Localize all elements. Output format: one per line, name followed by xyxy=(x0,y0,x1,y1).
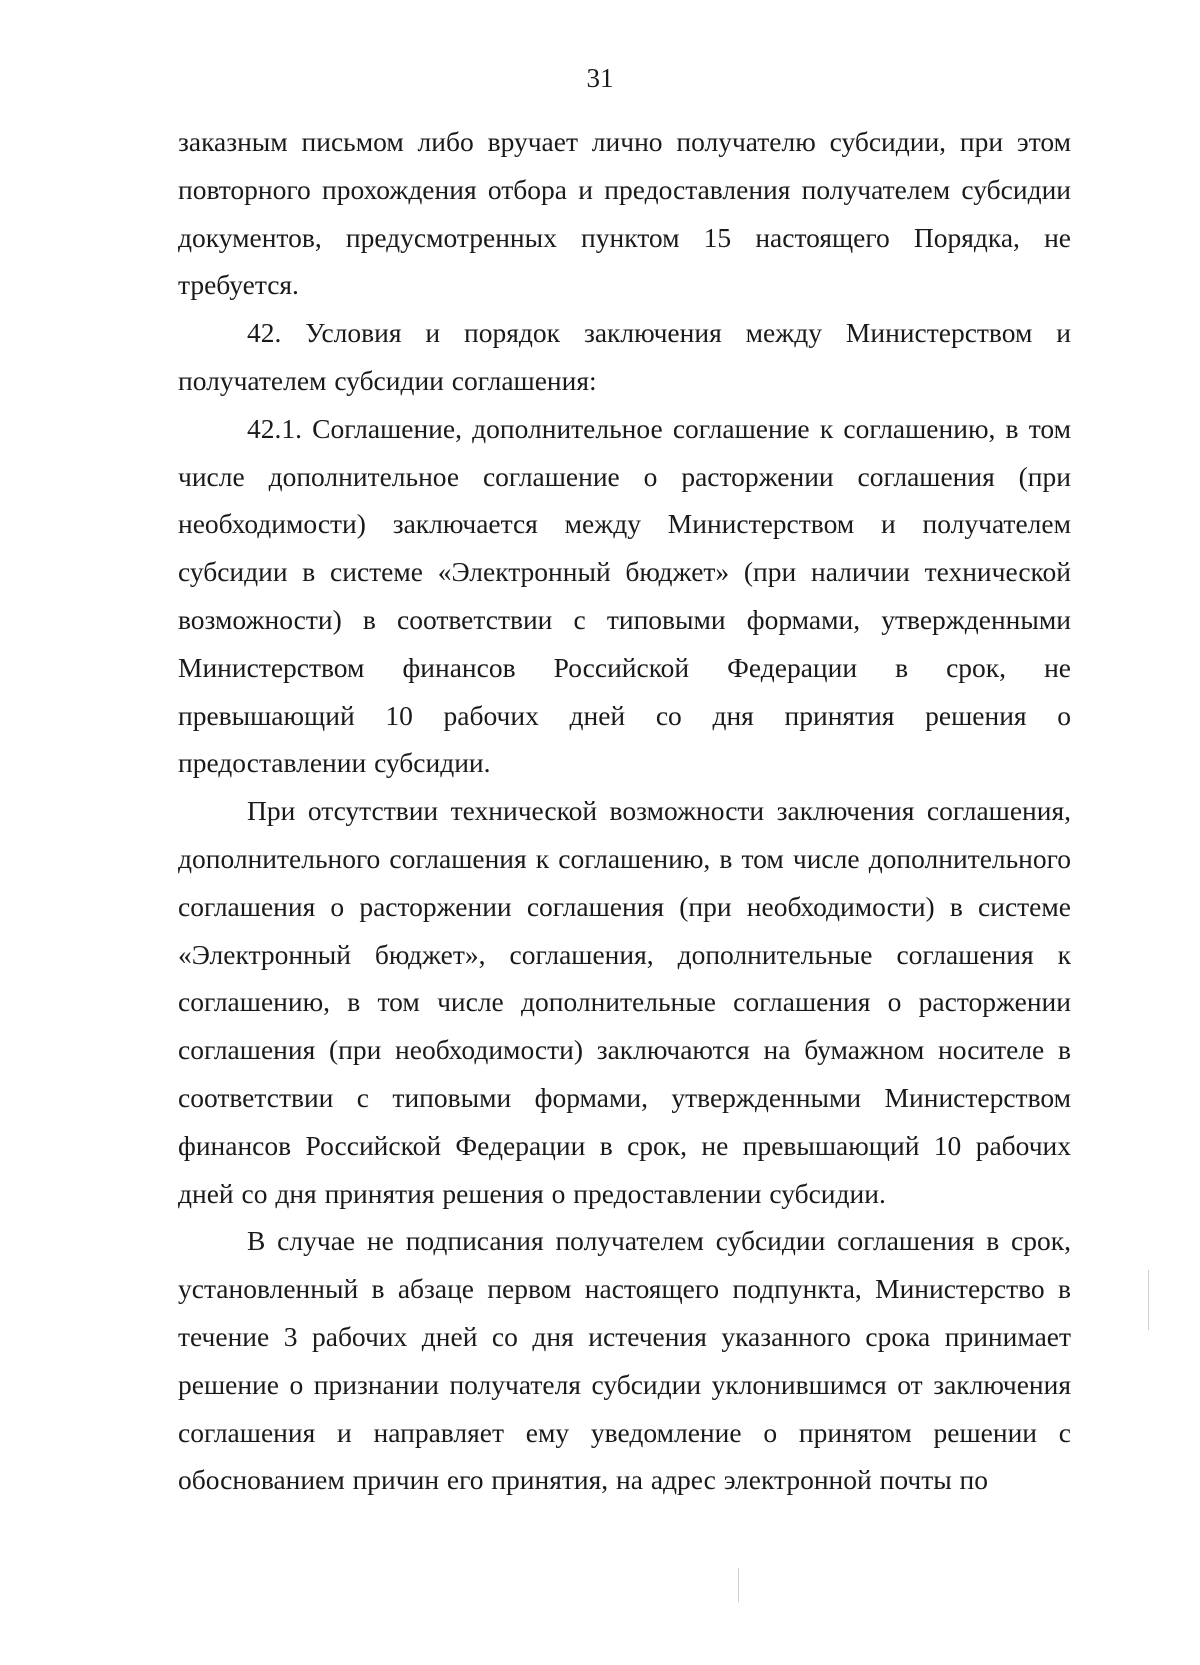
scan-edge-mark xyxy=(1148,1270,1149,1330)
document-body xyxy=(178,118,1071,1504)
page-number: 31 xyxy=(586,63,614,93)
scan-edge-mark xyxy=(738,1568,739,1602)
paragraph-no-technical-possibility: При отсутствии технической возможности заключения соглашения, дополнительного соглашения к соглашению, в том числе дополнительного соглашения о расторжении соглашения (при необходимости) в системе «Электронный бюджет», соглашения, дополнительные соглашения к соглашению, в том числе дополнительные соглашения о расторжении соглашения (при необходимости) заключаются на бумажном носителе в соответствии с типовыми формами, утвержденными Министерством финансов Российской Федерации в срок, не превышающий 10 рабочих дней со дня принятия решения о предоставлении субсидии. xyxy=(178,795,1071,1209)
paragraph-continuation: заказным письмом либо вручает лично получателю субсидии, при этом повторного прохождения отбора и предоставления получателем субсидии документов, предусмотренных пунктом 15 настоящего Порядка, не требуется. xyxy=(178,126,1071,301)
paragraph-not-signed: В случае не подписания получателем субсидии соглашения в срок, установленный в абзаце первом настоящего подпункта, Министерство в течение 3 рабочих дней со дня истечения указанного срока принимает решение о признании получателя субсидии уклонившимся от заключения соглашения и направляет ему уведомление о принятом решении с обоснованием причин его принятия, на адрес электронной почты по xyxy=(178,1225,1071,1496)
paragraph-clause-42: 42. Условия и порядок заключения между Министерством и получателем субсидии соглашения: xyxy=(178,317,1071,396)
paragraph-clause-42-1: 42.1. Соглашение, дополнительное соглашение к соглашению, в том числе дополнительное соглашение о расторжении соглашения (при необходимости) заключается между Министерством и получателем субсидии в системе «Электронный бюджет» (при наличии технической возможности) в соответствии с типовыми формами, утвержденными Министерством финансов Российской Федерации в срок, не превышающий 10 рабочих дней со дня принятия решения о предоставлении субсидии. xyxy=(178,412,1071,779)
